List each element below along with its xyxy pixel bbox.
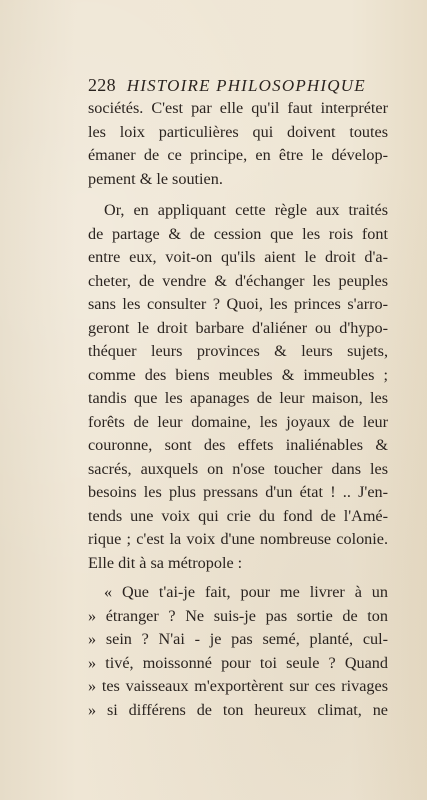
text-line: pement & le soutien. — [88, 169, 223, 188]
running-title: HISTOIRE PHILOSOPHIQUE — [126, 76, 366, 95]
text-line: » sein ? N'ai - je pas semé, planté, cul- — [88, 630, 388, 648]
text-line: Elle dit à sa métropole : — [88, 553, 243, 572]
text-line: rique ; c'est la voix d'une nombreuse colonie. — [88, 530, 388, 548]
text-line: besoins les plus pressans d'un état ! .. J'en- — [88, 483, 388, 501]
text-line: sans les consulter ? Quoi, les princes s'arro- — [88, 295, 388, 313]
text-line: » si différens de ton heureux climat, ne — [88, 700, 388, 719]
text-line: sacrés, auxquels on n'ose toucher dans les — [88, 459, 388, 478]
text-line: comme des biens meubles & immeubles ; — [88, 365, 388, 384]
paragraph-gap — [88, 191, 388, 199]
text-line: geront le droit barbare d'aliéner ou d'hypo- — [88, 318, 388, 337]
text-line: couronne, sont des effets inaliénables & — [88, 436, 388, 454]
text-line: « Que t'ai-je fait, pour me livrer à un — [104, 583, 388, 601]
page-number: 228 — [88, 75, 116, 95]
text-line: Or, en appliquant cette règle aux traités — [104, 201, 388, 219]
text-line: les loix particulières qui doivent toutes — [88, 122, 388, 141]
text-line: » tivé, moissonné pour toi seule ? Quand — [88, 653, 388, 672]
text-line: » tes vaisseaux m'exportèrent sur ces rivages — [88, 677, 388, 695]
text-line: entre eux, voit-on qu'ils aient le droit d'a- — [88, 248, 388, 266]
text-line: forêts de leur domaine, les joyaux de leur — [88, 412, 388, 431]
text-line: tends une voix qui crie du fond de l'Amé- — [88, 506, 388, 525]
text-line: » étranger ? Ne suis-je pas sortie de ton — [88, 606, 388, 625]
text-line: de partage & de cession que les rois font — [88, 224, 388, 243]
text-line: théquer leurs provinces & leurs sujets, — [88, 342, 388, 360]
text-line: sociétés. C'est par elle qu'il faut interpréter — [88, 99, 388, 117]
page-text — [88, 97, 388, 722]
text-line: cheter, de vendre & d'échanger les peuples — [88, 271, 388, 290]
text-line: émaner de ce principe, en être le dévelop- — [88, 146, 388, 164]
text-line: tandis que les apanages de leur maison, les — [88, 389, 388, 407]
page-header — [88, 75, 390, 97]
